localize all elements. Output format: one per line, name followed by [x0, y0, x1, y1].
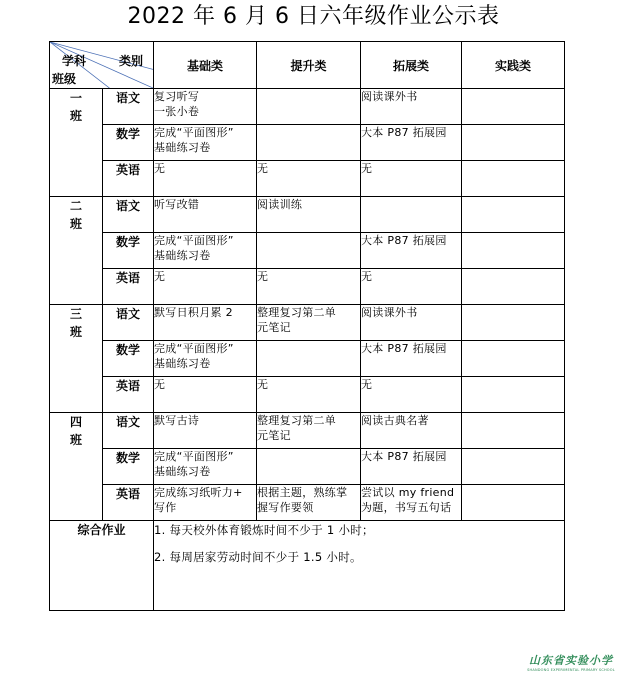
- cell-extension: 阅读课外书: [361, 89, 462, 125]
- cell-practice: [462, 413, 565, 449]
- class-name-cell: [50, 413, 103, 521]
- summary-item: 1. 每天校外体育锻炼时间不少于 1 小时；: [154, 523, 374, 537]
- table-row: [50, 485, 565, 521]
- cell-basic: 默写日积月累 2: [154, 305, 257, 341]
- cell-extension: 阅读课外书: [361, 305, 462, 341]
- cell-advanced: [257, 341, 361, 377]
- header-row: [50, 42, 565, 89]
- table-row: [50, 449, 565, 485]
- cell-basic: 完成“平面图形” 基础练习卷: [154, 449, 257, 485]
- cell-practice: [462, 377, 565, 413]
- table-row: [50, 89, 565, 125]
- cell-practice: [462, 233, 565, 269]
- cell-extension: 无: [361, 269, 462, 305]
- table-row: [50, 233, 565, 269]
- homework-table: [49, 41, 565, 611]
- cell-basic: 完成练习纸听力+ 写作: [154, 485, 257, 521]
- class-name-bottom: 班: [69, 109, 82, 123]
- cell-extension: 大本 P87 拓展园: [361, 341, 462, 377]
- cell-advanced: 整理复习第二单 元笔记: [257, 305, 361, 341]
- cell-basic: 听写改错: [154, 197, 257, 233]
- subject-cell: 数学: [103, 341, 154, 377]
- page-title: 2022 年 6 月 6 日六年级作业公示表: [127, 4, 500, 29]
- class-name-top: 一: [69, 91, 82, 105]
- subject-cell: 语文: [103, 413, 154, 449]
- class-name-cell: [50, 197, 103, 305]
- table-row: [50, 341, 565, 377]
- corner-category-label: 类别: [118, 54, 143, 68]
- cell-advanced: [257, 233, 361, 269]
- corner-cell: [50, 42, 154, 89]
- class-name-top: 二: [69, 199, 82, 213]
- subject-cell: 语文: [103, 197, 154, 233]
- cell-basic: 完成“平面图形” 基础练习卷: [154, 233, 257, 269]
- summary-label: 综合作业: [50, 521, 154, 611]
- cell-basic: 无: [154, 377, 257, 413]
- class-name-bottom: 班: [69, 217, 82, 231]
- subject-cell: 数学: [103, 449, 154, 485]
- class-name-bottom: 班: [69, 325, 82, 339]
- cell-extension: 大本 P87 拓展园: [361, 233, 462, 269]
- cell-practice: [462, 89, 565, 125]
- summary-content: [154, 521, 565, 611]
- cell-advanced: 无: [257, 269, 361, 305]
- subject-cell: 英语: [103, 269, 154, 305]
- cell-practice: [462, 485, 565, 521]
- school-name-english: SHANDONG EXPERIMENTAL PRIMARY SCHOOL: [527, 668, 615, 672]
- subject-cell: 数学: [103, 125, 154, 161]
- cell-practice: [462, 269, 565, 305]
- cell-basic: 默写古诗: [154, 413, 257, 449]
- school-watermark: [521, 652, 621, 672]
- cell-extension: 尝试以 my friend 为题，书写五句话: [361, 485, 462, 521]
- cell-advanced: 无: [257, 377, 361, 413]
- cell-basic: 完成“平面图形” 基础练习卷: [154, 125, 257, 161]
- class-name-bottom: 班: [69, 433, 82, 447]
- corner-class-label: 班级: [52, 72, 77, 86]
- cell-extension: 阅读古典名著: [361, 413, 462, 449]
- table-row: [50, 269, 565, 305]
- cell-practice: [462, 449, 565, 485]
- cell-extension: 无: [361, 161, 462, 197]
- class-name-top: 四: [69, 415, 82, 429]
- subject-cell: 语文: [103, 305, 154, 341]
- cell-basic: 完成“平面图形” 基础练习卷: [154, 341, 257, 377]
- subject-cell: 英语: [103, 161, 154, 197]
- cell-advanced: 根据主题，熟练掌 握写作要领: [257, 485, 361, 521]
- column-header-advanced: 提升类: [257, 42, 361, 89]
- column-header-extension: 拓展类: [361, 42, 462, 89]
- cell-practice: [462, 341, 565, 377]
- class-name-top: 三: [69, 307, 82, 321]
- cell-practice: [462, 125, 565, 161]
- cell-extension: 无: [361, 377, 462, 413]
- cell-advanced: [257, 449, 361, 485]
- cell-extension: 大本 P87 拓展园: [361, 449, 462, 485]
- cell-advanced: 阅读训练: [257, 197, 361, 233]
- subject-cell: 英语: [103, 377, 154, 413]
- cell-basic: 无: [154, 161, 257, 197]
- table-row: [50, 305, 565, 341]
- cell-advanced: 无: [257, 161, 361, 197]
- cell-practice: [462, 305, 565, 341]
- cell-practice: [462, 197, 565, 233]
- subject-cell: 语文: [103, 89, 154, 125]
- table-row: [50, 125, 565, 161]
- column-header-practice: 实践类: [462, 42, 565, 89]
- table-row: [50, 161, 565, 197]
- summary-item: 2. 每周居家劳动时间不少于 1.5 小时。: [154, 550, 362, 564]
- school-name: 山东省实验小学: [529, 654, 613, 667]
- cell-basic: 复习听写 一张小卷: [154, 89, 257, 125]
- cell-advanced: 整理复习第二单 元笔记: [257, 413, 361, 449]
- cell-extension: 大本 P87 拓展园: [361, 125, 462, 161]
- cell-practice: [462, 161, 565, 197]
- subject-cell: 英语: [103, 485, 154, 521]
- table-row: [50, 197, 565, 233]
- subject-cell: 数学: [103, 233, 154, 269]
- class-name-cell: [50, 89, 103, 197]
- cell-advanced: [257, 125, 361, 161]
- cell-basic: 无: [154, 269, 257, 305]
- class-name-cell: [50, 305, 103, 413]
- cell-extension: [361, 197, 462, 233]
- cell-advanced: [257, 89, 361, 125]
- column-header-basic: 基础类: [154, 42, 257, 89]
- table-row: [50, 413, 565, 449]
- summary-row: [50, 521, 565, 611]
- corner-subject-label: 学科: [62, 54, 87, 68]
- table-row: [50, 377, 565, 413]
